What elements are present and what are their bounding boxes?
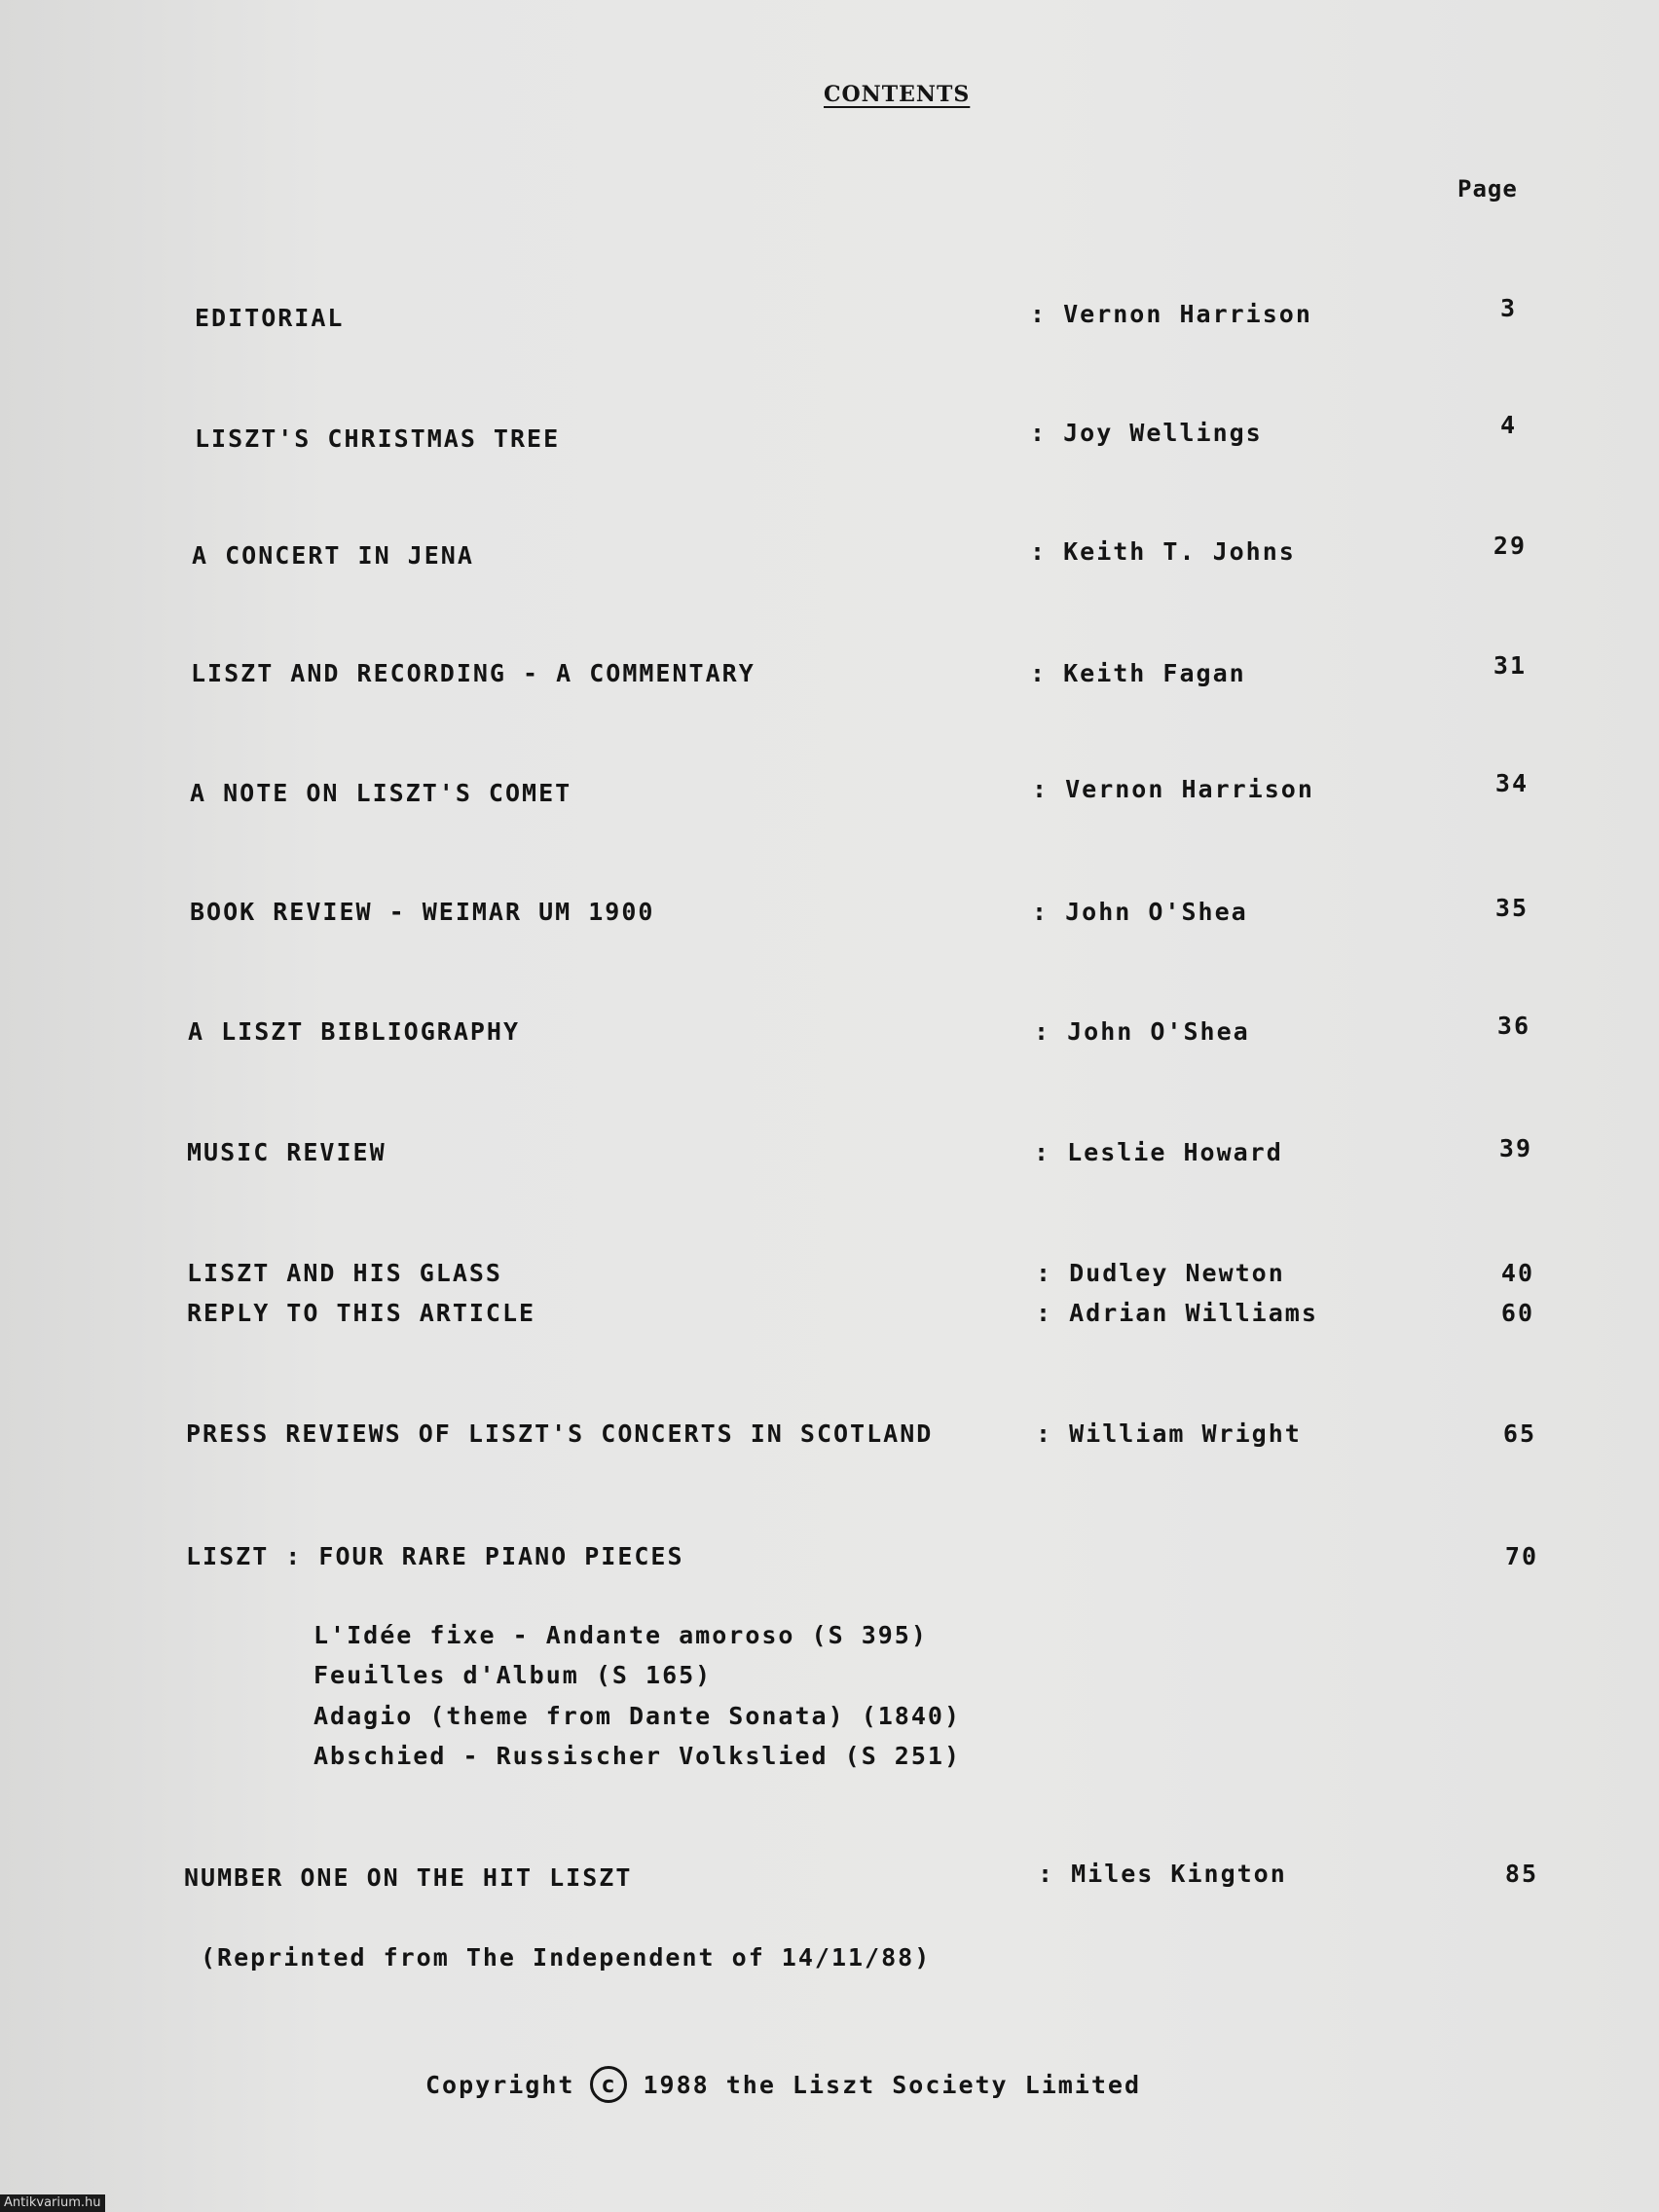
entry-page: 3 <box>1499 294 1517 322</box>
toc-entry <box>0 411 1659 463</box>
watermark-label: Antikvarium.hu <box>0 2194 105 2212</box>
entry-author: : Leslie Howard <box>1034 1138 1283 1166</box>
piece-item: Adagio (theme from Dante Sonata) (1840) <box>313 1702 961 1730</box>
toc-entry <box>0 1012 1659 1056</box>
entry-author: : John O'Shea <box>1032 898 1248 926</box>
entry-page: 31 <box>1493 651 1527 680</box>
entry-page: 36 <box>1496 1012 1530 1040</box>
entry-author: : Keith Fagan <box>1030 659 1246 687</box>
entry-author: : Miles Kington <box>1038 1860 1287 1888</box>
entry-page: 85 <box>1504 1860 1538 1888</box>
entry-title: A LISZT BIBLIOGRAPHY <box>188 1017 521 1046</box>
entry-page: 40 <box>1500 1259 1534 1287</box>
entry-title: A NOTE ON LISZT'S COMET <box>190 779 572 807</box>
entry-author: : Dudley Newton <box>1036 1259 1285 1287</box>
entry-title: PRESS REVIEWS OF LISZT'S CONCERTS IN SCOTLAND <box>186 1419 934 1448</box>
toc-entry <box>0 1259 1659 1298</box>
reprint-note: (Reprinted from The Independent of 14/11/88) <box>201 1943 932 1972</box>
entry-title: A CONCERT IN JENA <box>192 541 474 570</box>
entry-page: 39 <box>1498 1134 1532 1162</box>
entry-page: 4 <box>1499 411 1517 439</box>
entry-title: EDITORIAL <box>195 304 345 332</box>
entry-author: : John O'Shea <box>1034 1017 1250 1046</box>
toc-entry <box>0 894 1659 937</box>
entry-author: : Adrian Williams <box>1036 1299 1318 1327</box>
entry-author: : Vernon Harrison <box>1032 775 1314 803</box>
entry-author: : Joy Wellings <box>1030 419 1263 447</box>
toc-entry <box>0 769 1659 818</box>
entry-page: 65 <box>1502 1419 1536 1448</box>
entry-author: : Keith T. Johns <box>1030 537 1296 566</box>
page-title: CONTENTS <box>824 82 971 107</box>
entry-title: NUMBER ONE ON THE HIT LISZT <box>184 1863 633 1892</box>
toc-entry <box>0 1860 1659 1902</box>
entry-page: 34 <box>1494 769 1529 797</box>
entry-title: MUSIC REVIEW <box>187 1138 387 1166</box>
entry-title: REPLY TO THIS ARTICLE <box>187 1299 536 1327</box>
piece-item: Feuilles d'Album (S 165) <box>313 1661 713 1689</box>
piece-item: Abschied - Russischer Volkslied (S 251) <box>313 1742 961 1770</box>
entry-author: : Vernon Harrison <box>1030 300 1312 328</box>
entry-page: 70 <box>1504 1542 1538 1570</box>
entry-page: 35 <box>1494 894 1529 922</box>
toc-entry <box>0 1542 1659 1581</box>
page-column-label: Page <box>1457 175 1518 203</box>
entry-title: LISZT'S CHRISTMAS TREE <box>195 424 561 453</box>
copyright-text: 1988 the Liszt Society Limited <box>643 2070 1142 2099</box>
copyright-line <box>425 2066 1141 2103</box>
toc-entry <box>0 1419 1659 1458</box>
toc-entry <box>0 1134 1659 1177</box>
toc-entry <box>0 294 1659 343</box>
entry-author: : William Wright <box>1036 1419 1302 1448</box>
entry-title: LISZT AND RECORDING - A COMMENTARY <box>191 659 756 687</box>
entry-title: BOOK REVIEW - WEIMAR UM 1900 <box>190 898 655 926</box>
entry-page: 29 <box>1493 532 1527 560</box>
copyright-icon: c <box>590 2066 627 2103</box>
entry-title: LISZT AND HIS GLASS <box>187 1259 502 1287</box>
toc-entry <box>0 1299 1659 1338</box>
entry-title: LISZT : FOUR RARE PIANO PIECES <box>186 1542 684 1570</box>
toc-entry <box>0 651 1659 698</box>
entry-page: 60 <box>1500 1299 1534 1327</box>
copyright-prefix: Copyright <box>425 2070 575 2099</box>
piece-item: L'Idée fixe - Andante amoroso (S 395) <box>313 1621 928 1649</box>
toc-entry <box>0 532 1659 580</box>
